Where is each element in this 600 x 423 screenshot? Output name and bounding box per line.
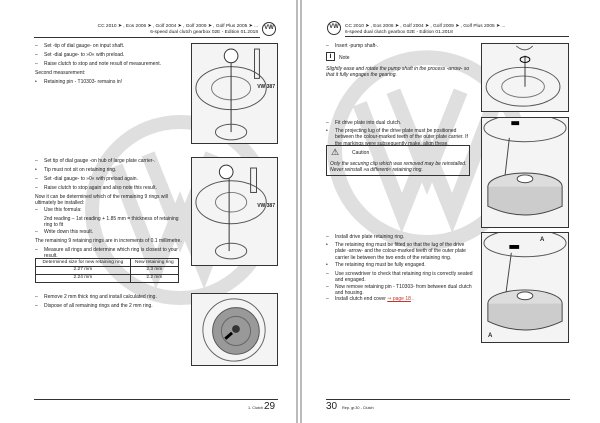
header-subtitle: 6-speed dual clutch gearbox 02E - Edition 01.2018: [345, 30, 453, 36]
step: – Set tip of dial gauge -on hub of large plate carrier-.: [35, 158, 155, 164]
left-page: [0, 0, 298, 423]
figure-label: A: [488, 333, 493, 339]
warning-icon: ⚠: [331, 147, 340, 157]
page-18-link[interactable]: ⇒ page 18: [387, 296, 411, 302]
step: – Use this formula:: [35, 207, 82, 213]
figure-label: VW 387: [257, 84, 275, 90]
table-row: 2.27 mm 2.3 mm: [36, 266, 179, 274]
header-rule: [345, 36, 569, 37]
step: – Raise clutch to stop and note result of measurement.: [35, 61, 161, 67]
paragraph: The remaining 9 retaining rings are in increments of 0.1 millimetre.: [35, 238, 182, 244]
figure-drive-plate: [481, 117, 569, 228]
subheading: Second measurement:: [35, 70, 86, 76]
right-page: [300, 0, 600, 423]
figure-retaining-ring: [481, 232, 569, 343]
header-subtitle: 6-speed dual clutch gearbox 02E - Edition 01.2018: [150, 30, 258, 36]
caution-text: Only the securing clip which was removed may be reinstalled. Never reinstall »a different« retaining ring.: [330, 161, 467, 174]
footer-section: 1. Clutch: [248, 406, 263, 410]
header-rule: [34, 37, 260, 38]
note-title: Note: [339, 55, 350, 61]
note-text: Slightly ease and rotate the pump shaft in the process -arrow- so that it fully engages the gearing.: [326, 66, 470, 79]
step: – Set -tip of dial gauge- on input shaft.: [35, 43, 124, 49]
step: – Fit drive plate into dual clutch.: [326, 120, 401, 126]
step: – Insert -pump shaft-.: [326, 43, 378, 49]
step: • The retaining ring must be fully engaged.: [326, 262, 426, 268]
caution-title: Caution: [352, 150, 370, 156]
step: – Now remove retaining pin - T10303- from between dual clutch and housing.: [326, 284, 474, 297]
caution-box: [326, 145, 470, 176]
footer-section: Rep. gr.30 - Clutch: [342, 406, 374, 410]
step: – Install clutch end cover ⇒ page 18 .: [326, 296, 414, 302]
step: – Write down this result.: [35, 229, 93, 235]
table-row: 2.24 mm 2.2 mm: [36, 274, 179, 282]
step: • Tip must not sit on retaining ring.: [35, 167, 116, 173]
page-number: 30: [326, 401, 338, 412]
vw-logo-icon: VW: [327, 21, 341, 35]
footer-rule: [326, 399, 570, 400]
step: – Measure all rings and determine which ring is closest to your result.: [35, 247, 180, 260]
page-header: [345, 24, 545, 37]
figure-label: VW 387: [257, 203, 275, 209]
step: • The retaining ring must be fitted so that the lug of the drive plate -arrow- and the colour-marked teeth of the outer plate carrier lie between the two ends of the retaining ring.: [326, 242, 474, 261]
paragraph: Now it can be determined which of the remaining 9 rings will ultimately be installed:: [35, 194, 168, 207]
figure-pump-shaft: [481, 43, 569, 112]
table-header: Determined size for new retaining ring: [36, 259, 131, 267]
formula: 2nd reading – 1st reading + 1.85 mm = thickness of retaining ring to fit: [44, 216, 179, 229]
header-models: CC 2010 ➤ , Eos 2006 ➤ , Golf 2004 ➤ , Golf 2009 ➤ , Golf Plus 2005 ➤ ...: [97, 24, 258, 29]
vw-logo-icon: VW: [262, 22, 276, 36]
step: – Use screwdriver to check that retaining ring is correctly seated and engaged.: [326, 271, 474, 284]
step: – Set -dial gauge- to »0« with preload.: [35, 52, 124, 58]
page-number: 29: [264, 401, 276, 412]
page-header: [40, 24, 258, 37]
step: – Dispose of all remaining rings and the 2 mm ring.: [35, 303, 153, 309]
info-icon: i: [326, 52, 335, 61]
step: – Remove 2 mm thick ring and install calculated ring.: [35, 294, 157, 300]
footer-rule: [34, 399, 278, 400]
step: – Set -dial gauge- to »0« with preload again.: [35, 176, 138, 182]
step: • The projecting lug of the drive plate must be positioned between the colour-marked teeth of the outer plate carrier. If the markings were subsequently make, align these.: [326, 128, 474, 147]
step: – Install drive plate retaining ring.: [326, 234, 404, 240]
step: – Raise clutch to stop again and also note this result.: [35, 185, 157, 191]
table-header: New retaining ring: [130, 259, 178, 267]
ring-size-table: [35, 258, 179, 283]
figure-dial-gauge-1: [191, 43, 278, 144]
header-models: CC 2010 ➤ , Eos 2006 ➤ , Golf 2004 ➤ , Golf 2009 ➤ , Golf Plus 2005 ➤ ...: [345, 24, 506, 29]
step: • Retaining pin - T10303- remains in!: [35, 79, 122, 85]
figure-dial-gauge-2: [191, 157, 278, 266]
figure-label: A: [540, 237, 545, 243]
figure-ring-installed: [191, 293, 278, 366]
